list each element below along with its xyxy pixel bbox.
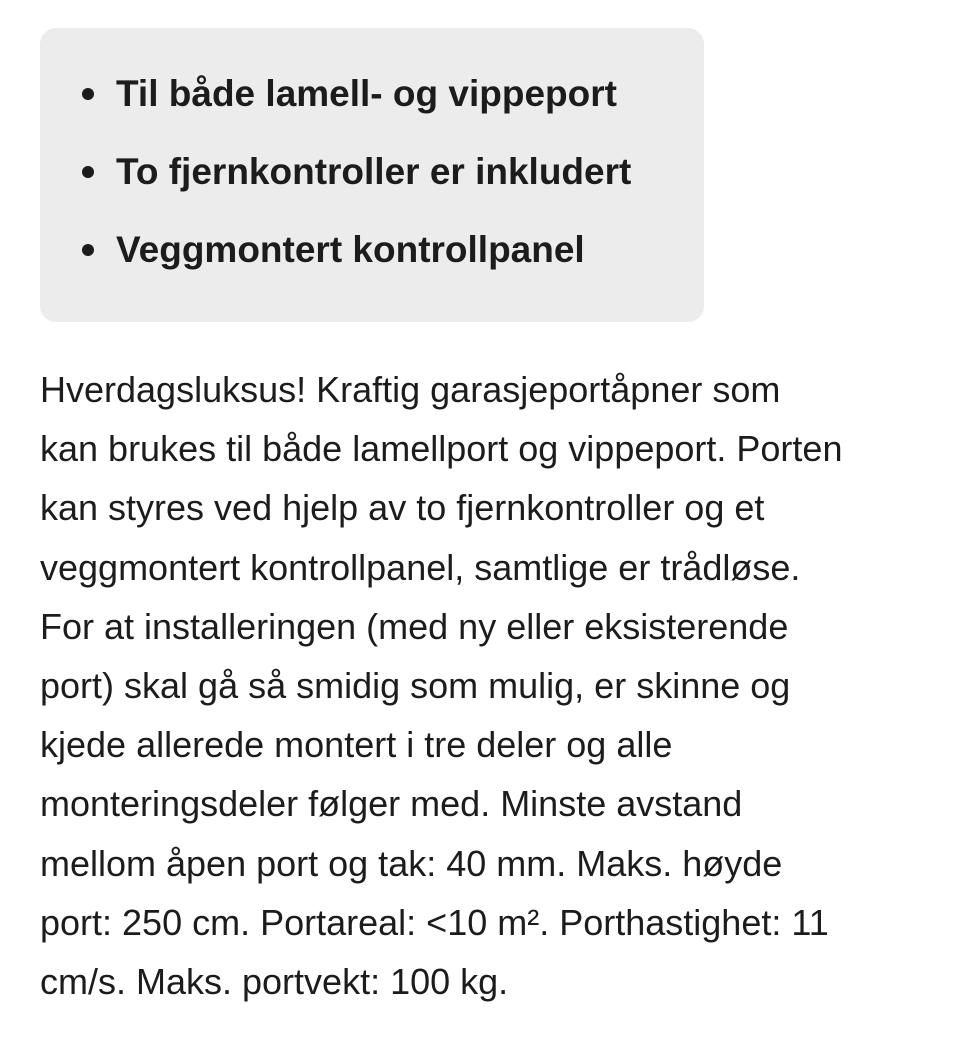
description-line: cm/s. Maks. portvekt: 100 kg. [40, 961, 509, 1003]
feature-text: Veggmontert kontrollpanel [116, 229, 585, 270]
description-line: kan brukes til både lamellport og vippeport. Porten [40, 428, 843, 470]
description-line: kan styres ved hjelp av to fjernkontroller og et [40, 487, 765, 529]
feature-item [40, 142, 704, 202]
description-line: mellom åpen port og tak: 40 mm. Maks. høyde [40, 842, 783, 884]
description-line: For at installeringen (med ny eller eksisterende [40, 605, 789, 647]
feature-text: To fjernkontroller er inkludert [116, 151, 632, 192]
description-line: veggmontert kontrollpanel, samtlige er trådløse. [40, 546, 801, 588]
description-line: Hverdagsluksus! Kraftig garasjeportåpner som [40, 369, 781, 410]
description-line: monteringsdeler følger med. Minste avstand [40, 783, 743, 825]
feature-item [40, 220, 704, 280]
description-line: kjede allerede montert i tre deler og alle [40, 724, 673, 766]
description-line: port) skal gå så smidig som mulig, er skinne og [40, 665, 791, 707]
features-box [40, 28, 704, 322]
product-description [40, 360, 940, 1011]
description-line: port: 250 cm. Portareal: <10 m². Porthastighet: 11 [40, 901, 829, 943]
bullet-icon [82, 166, 94, 178]
bullet-icon [82, 244, 94, 256]
feature-text: Til både lamell- og vippeport [116, 73, 617, 114]
feature-item [40, 64, 704, 124]
bullet-icon [82, 88, 94, 100]
